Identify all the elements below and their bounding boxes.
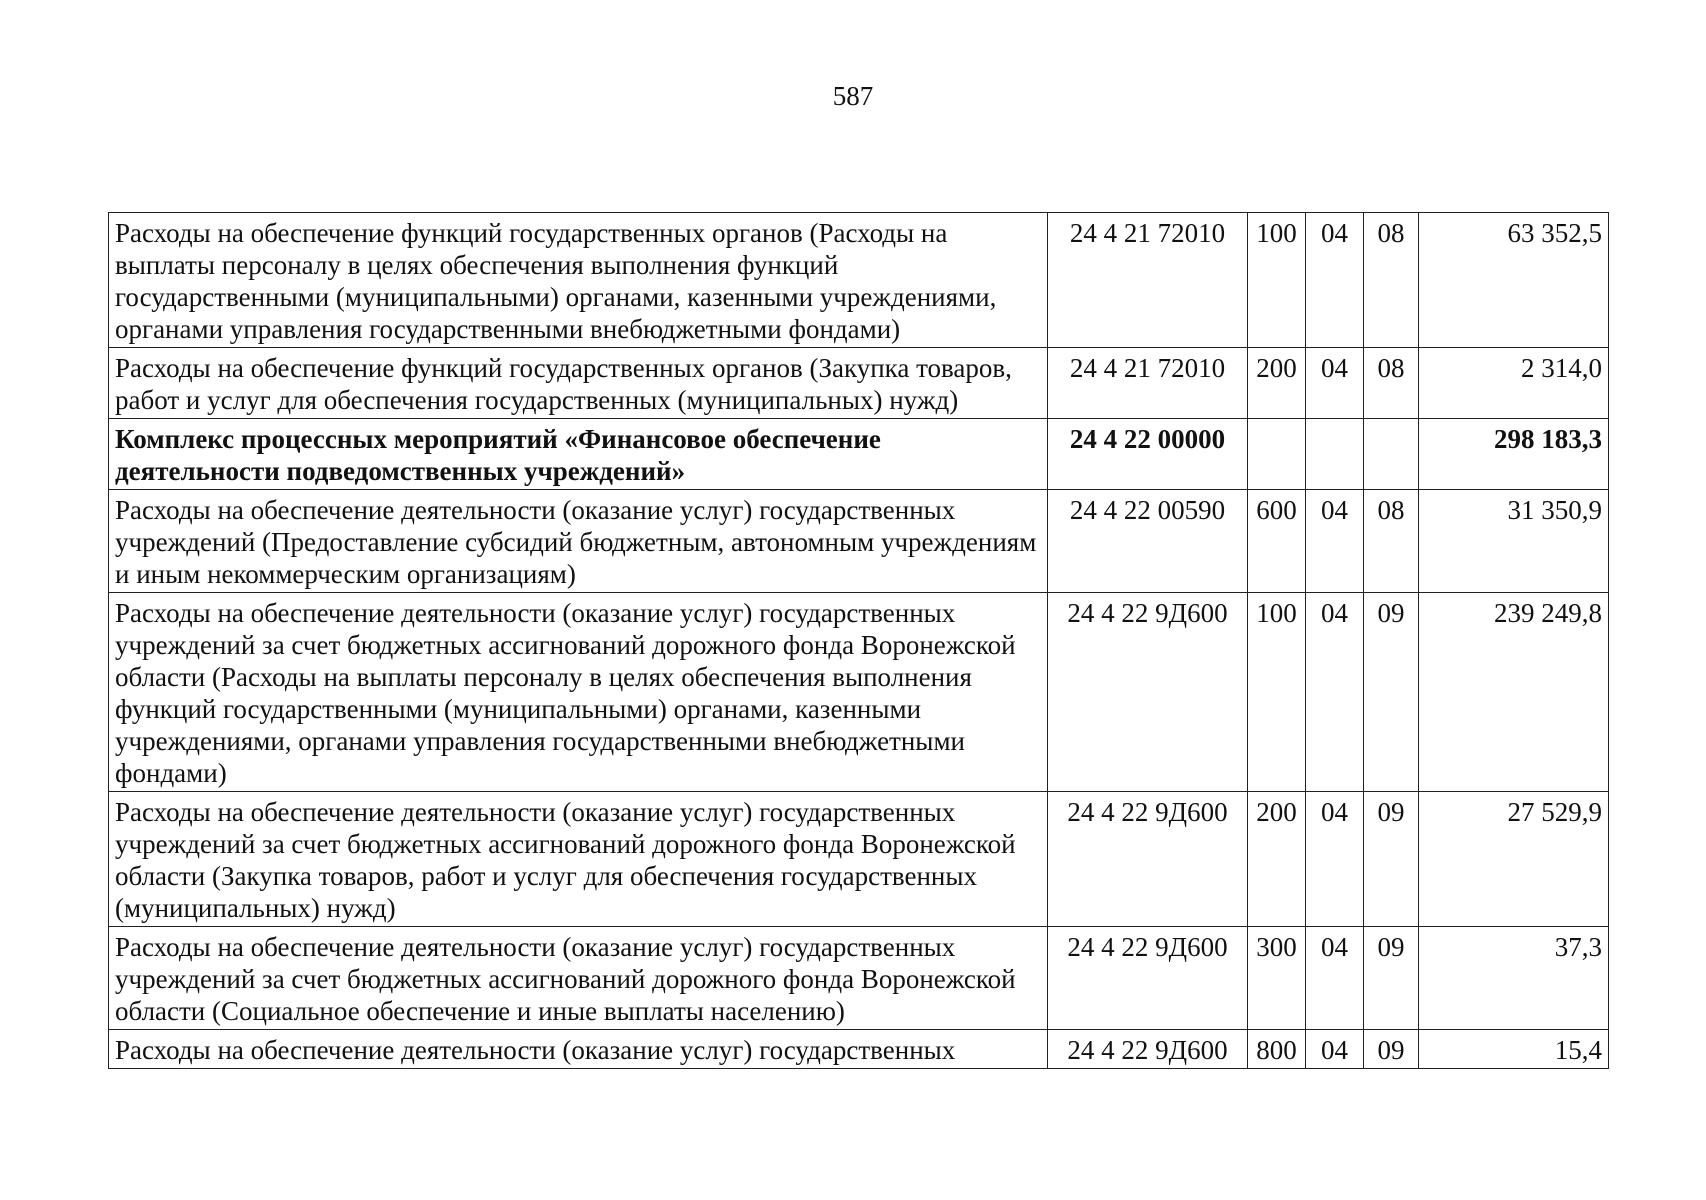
expense-type-cell: 100 xyxy=(1248,213,1306,348)
amount-cell: 63 352,5 xyxy=(1419,213,1609,348)
table-row xyxy=(109,927,1609,1030)
expense-type-cell: 600 xyxy=(1248,490,1306,593)
amount-cell: 31 350,9 xyxy=(1419,490,1609,593)
subsection-cell: 08 xyxy=(1364,348,1419,419)
expense-name-cell: Расходы на обеспечение функций государственных органов (Расходы на выплаты персоналу в целях обеспечения выполнения функций государственными (муниципальными) органами, казенными учреждениями, органами управления государственными внебюджетными фондами) xyxy=(109,213,1048,348)
table-row-bold xyxy=(109,419,1609,490)
section-cell xyxy=(1306,419,1364,490)
section-cell: 04 xyxy=(1306,490,1364,593)
section-cell: 04 xyxy=(1306,792,1364,927)
expense-name-cell: Расходы на обеспечение деятельности (оказание услуг) государственных учреждений за счет бюджетных ассигнований дорожного фонда Воронежской области (Расходы на выплаты персоналу в целях обеспечения выполнения функций государственными (муниципальными) органами, казенными учреждениями, органами управления государственными внебюджетными фондами) xyxy=(109,593,1048,792)
subsection-cell: 09 xyxy=(1364,1030,1419,1069)
expense-name-cell: Расходы на обеспечение деятельности (оказание услуг) государственных учреждений за счет бюджетных ассигнований дорожного фонда Воронежской области (Социальное обеспечение и иные выплаты населению) xyxy=(109,927,1048,1030)
budget-table xyxy=(108,212,1609,1069)
expense-type-cell: 800 xyxy=(1248,1030,1306,1069)
target-article-cell: 24 4 22 9Д600 xyxy=(1048,593,1248,792)
expense-type-cell: 300 xyxy=(1248,927,1306,1030)
target-article-cell: 24 4 22 9Д600 xyxy=(1048,927,1248,1030)
target-article-cell: 24 4 21 72010 xyxy=(1048,348,1248,419)
subsection-cell: 09 xyxy=(1364,927,1419,1030)
amount-cell: 37,3 xyxy=(1419,927,1609,1030)
expense-type-cell: 200 xyxy=(1248,792,1306,927)
expense-name-cell: Расходы на обеспечение деятельности (оказание услуг) государственных учреждений (Предоставление субсидий бюджетным, автономным учреждениям и иным некоммерческим организациям) xyxy=(109,490,1048,593)
section-cell: 04 xyxy=(1306,348,1364,419)
expense-name-cell: Расходы на обеспечение деятельности (оказание услуг) государственных xyxy=(109,1030,1048,1069)
subsection-cell: 09 xyxy=(1364,792,1419,927)
expense-type-cell: 100 xyxy=(1248,593,1306,792)
page-number: 587 xyxy=(832,81,874,111)
subsection-cell xyxy=(1364,419,1419,490)
target-article-cell: 24 4 22 00590 xyxy=(1048,490,1248,593)
expense-type-cell: 200 xyxy=(1248,348,1306,419)
subsection-cell: 08 xyxy=(1364,213,1419,348)
section-cell: 04 xyxy=(1306,927,1364,1030)
amount-cell: 15,4 xyxy=(1419,1030,1609,1069)
table-row xyxy=(109,348,1609,419)
expense-name-cell: Комплекс процессных мероприятий «Финансовое обеспечение деятельности подведомственных учреждений» xyxy=(109,419,1048,490)
target-article-cell: 24 4 22 9Д600 xyxy=(1048,792,1248,927)
section-cell: 04 xyxy=(1306,213,1364,348)
amount-cell: 27 529,9 xyxy=(1419,792,1609,927)
table-row xyxy=(109,593,1609,792)
table-row xyxy=(109,792,1609,927)
expense-name-cell: Расходы на обеспечение функций государственных органов (Закупка товаров, работ и услуг для обеспечения государственных (муниципальных) нужд) xyxy=(109,348,1048,419)
table-row xyxy=(109,213,1609,348)
section-cell: 04 xyxy=(1306,593,1364,792)
target-article-cell: 24 4 22 9Д600 xyxy=(1048,1030,1248,1069)
amount-cell: 239 249,8 xyxy=(1419,593,1609,792)
section-cell: 04 xyxy=(1306,1030,1364,1069)
expense-name-cell: Расходы на обеспечение деятельности (оказание услуг) государственных учреждений за счет бюджетных ассигнований дорожного фонда Воронежской области (Закупка товаров, работ и услуг для обеспечения государственных (муниципальных) нужд) xyxy=(109,792,1048,927)
subsection-cell: 08 xyxy=(1364,490,1419,593)
amount-cell: 2 314,0 xyxy=(1419,348,1609,419)
target-article-cell: 24 4 22 00000 xyxy=(1048,419,1248,490)
table-row xyxy=(109,490,1609,593)
subsection-cell: 09 xyxy=(1364,593,1419,792)
table-row xyxy=(109,1030,1609,1069)
target-article-cell: 24 4 21 72010 xyxy=(1048,213,1248,348)
expense-type-cell xyxy=(1248,419,1306,490)
amount-cell: 298 183,3 xyxy=(1419,419,1609,490)
